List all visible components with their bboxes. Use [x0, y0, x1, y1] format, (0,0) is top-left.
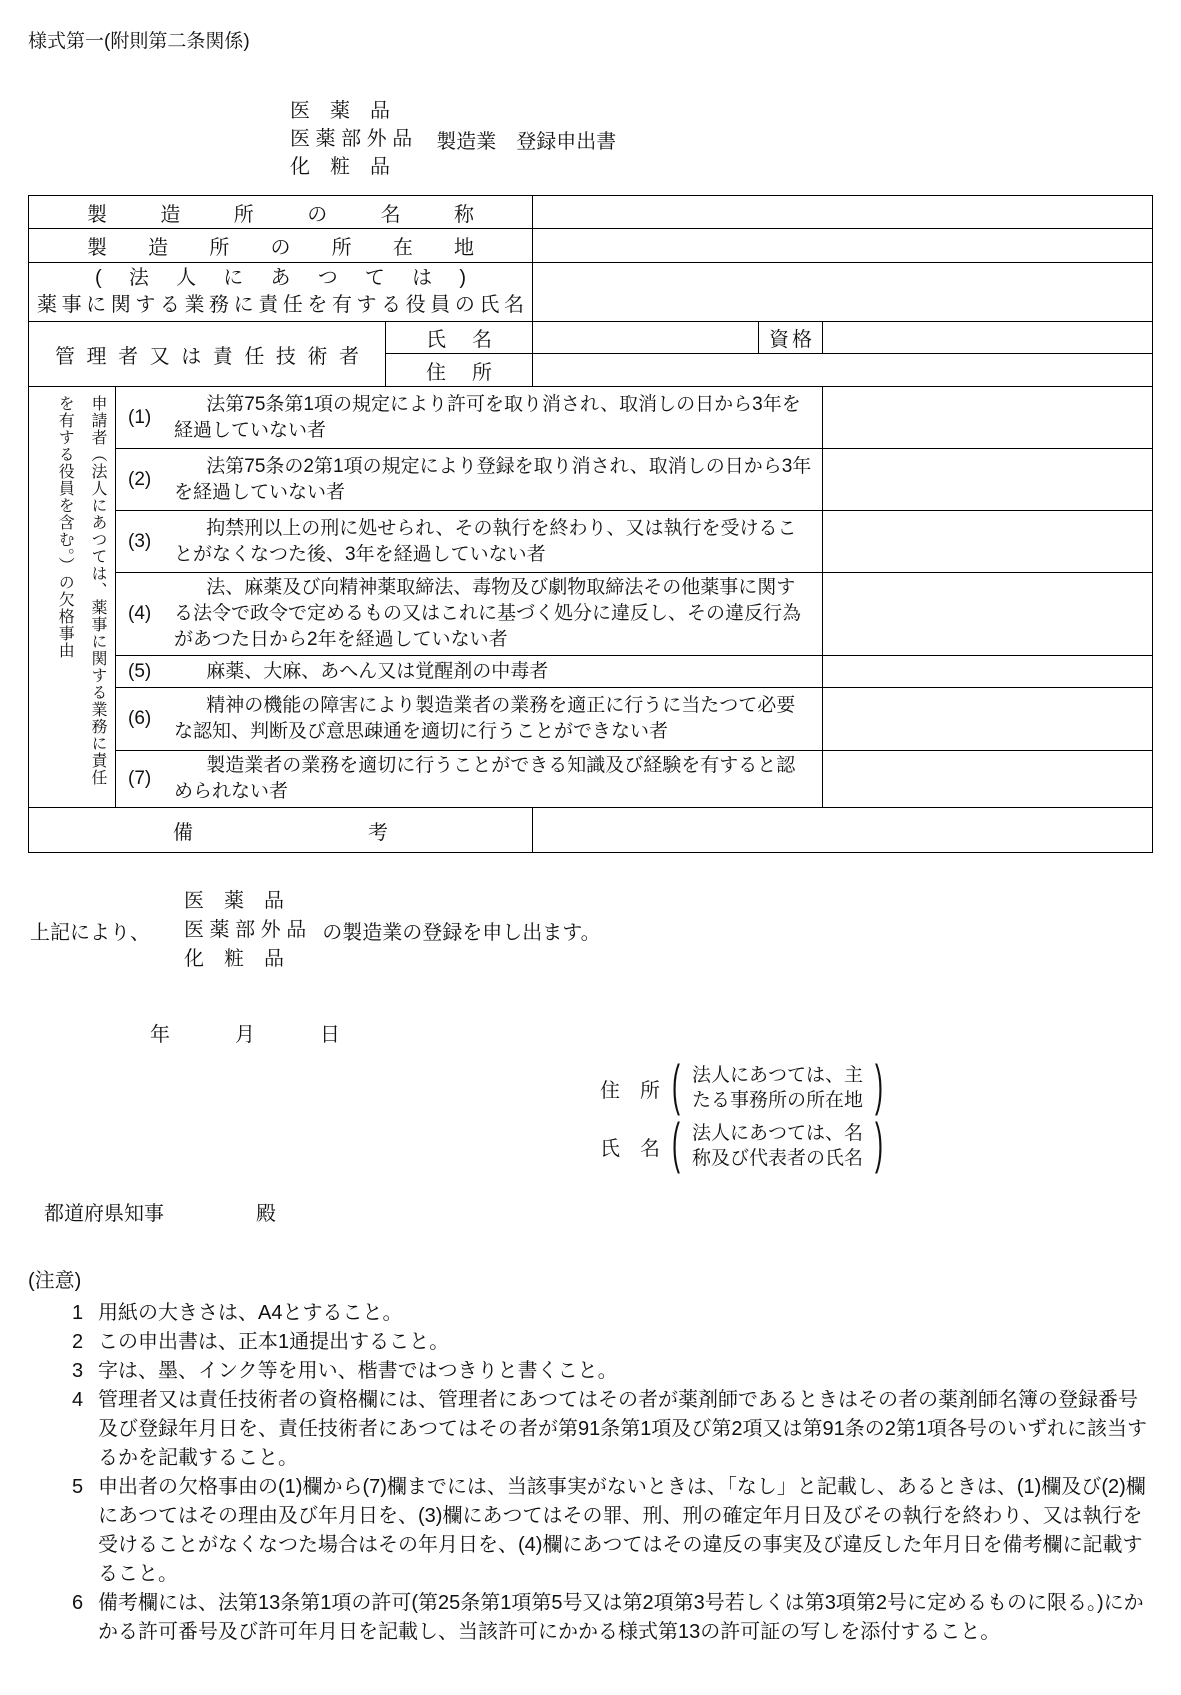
signature-name-note-line: 称及び代表者の氏名 — [692, 1148, 864, 1169]
cell-remarks-value — [533, 808, 1153, 853]
notes-heading: (注意) — [28, 1270, 82, 1292]
cell-remarks-label — [29, 808, 533, 853]
statement-product-line: 医 薬 品 — [184, 890, 284, 912]
cell-manager-address-label: 住所 — [386, 354, 533, 387]
note-number: 2 — [72, 1331, 84, 1353]
note-text: この申出書は、正本1通提出すること。 — [98, 1331, 450, 1353]
cell-disqualification-item — [116, 449, 823, 511]
disqualification-item-text: 法第75条の2第1項の規定により登録を取り消され、取消しの日から3年を経過していない者 — [174, 455, 812, 503]
application-form-table — [28, 195, 1153, 853]
notes-list — [72, 1299, 1155, 1647]
officers-label-line1: (法人にあつては) — [95, 267, 466, 289]
cell-disqualification-value — [823, 449, 1153, 511]
cell-disqualification-item — [116, 688, 823, 751]
note-item — [72, 1473, 1155, 1589]
title-suffix: 製造業 登録申出書 — [436, 130, 617, 153]
signature-address-note-line: たる事務所の所在地 — [692, 1090, 864, 1111]
statement-product-line: 医 薬 部 外 品 — [184, 919, 307, 941]
note-item — [72, 1328, 1155, 1357]
signature-address-label: 住 所 — [600, 1079, 660, 1102]
cell-site-name-value — [533, 196, 1153, 229]
table-row — [29, 656, 1153, 688]
statement-prefix: 上記により、 — [30, 922, 150, 944]
cell-site-address-label: 製造所の所在地 — [29, 229, 533, 263]
cell-officers-label — [29, 263, 533, 322]
open-paren: ( — [672, 1055, 680, 1118]
note-number: 1 — [72, 1302, 84, 1324]
close-paren: ) — [875, 1113, 884, 1176]
cell-site-address-value — [533, 229, 1153, 263]
signature-address-note-line: 法人にあつては、主 — [692, 1065, 864, 1086]
close-paren: ) — [875, 1055, 884, 1118]
disqualification-item-text: 法、麻薬及び向精神薬取締法、毒物及び劇物取締法その他薬事に関する法令で政令で定めるもの又はこれに基づく処分に違反し、その違反行為があつた日から2年を経過していない者 — [174, 577, 802, 650]
cell-manager-address-value — [533, 354, 1153, 387]
cell-site-name-label: 製造所の名称 — [29, 196, 533, 229]
disqualification-item-number: (2) — [128, 468, 152, 490]
disqualification-item-number: (4) — [128, 603, 152, 624]
table-row — [29, 688, 1153, 751]
table-row — [29, 322, 1153, 354]
statement-product-line: 化 粧 品 — [184, 948, 284, 970]
cell-manager-name-label: 氏名 — [386, 322, 533, 354]
table-row — [29, 511, 1153, 573]
disqualification-item-text: 麻薬、大麻、あへん又は覚醒剤の中毒者 — [206, 660, 549, 682]
table-row — [29, 573, 1153, 656]
cell-disqualification-header — [29, 387, 116, 808]
note-number: 4 — [72, 1389, 84, 1411]
note-item — [72, 1357, 1155, 1386]
note-text: 字は、墨、インク等を用い、楷書ではつきりと書くこと。 — [98, 1360, 618, 1382]
disqualification-item-text: 製造業者の業務を適切に行うことができる知識及び経験を有すると認められない者 — [174, 755, 796, 802]
signature-name-note — [692, 1121, 863, 1171]
cell-officers-value — [533, 263, 1153, 322]
disqualification-item-number: (1) — [128, 406, 152, 428]
recipient-honorific: 殿 — [256, 1203, 276, 1225]
table-row — [29, 387, 1153, 449]
remarks-label-text: 備考 — [173, 821, 388, 844]
note-item — [72, 1386, 1155, 1473]
title-product-line: 医 薬 部 外 品 — [290, 128, 413, 150]
cell-disqualification-item — [116, 751, 823, 808]
table-row — [29, 449, 1153, 511]
cell-manager-label: 管理者又は責任技術者 — [29, 322, 386, 387]
title-product-line: 医 薬 品 — [290, 100, 390, 122]
document-title — [290, 97, 1155, 181]
disqualification-item-number: (7) — [128, 768, 152, 789]
disqualification-item-number: (5) — [128, 660, 152, 682]
note-text: 管理者又は責任技術者の資格欄には、管理者にあつてはその者が薬剤師であるときはその者の薬剤師名簿の登録番号及び登録年月日を、責任技術者にあつてはその者が第91条第1項及び第2項又は第91条の2第1項各号のいずれに該当するかを記載すること。 — [98, 1389, 1147, 1469]
disqualification-header-text: 申請者（法人にあつては、薬事に関する業務に責任を有する役員を含む。）の欠格事由 — [56, 395, 106, 786]
officers-label-line2: 薬事に関する業務に責任を有する役員の氏名 — [37, 294, 524, 316]
cell-disqualification-value — [823, 573, 1153, 656]
disqualification-item-number: (3) — [128, 530, 152, 552]
open-paren: ( — [672, 1113, 680, 1176]
disqualification-item-number: (6) — [128, 708, 152, 729]
table-row — [29, 751, 1153, 808]
note-item — [72, 1589, 1155, 1647]
note-text: 備考欄には、法第13条第1項の許可(第25条第1項第5号又は第2項第3号若しくは第3項第2号に定めるものに限る。)にかかる許可番号及び許可年月日を記載し、当該許可にかかる様式第13の許可証の写しを添付すること。 — [98, 1592, 1144, 1643]
note-number: 5 — [72, 1476, 84, 1498]
cell-disqualification-item — [116, 387, 823, 449]
cell-disqualification-item — [116, 656, 823, 688]
cell-disqualification-value — [823, 387, 1153, 449]
disqualification-item-text: 法第75条第1項の規定により許可を取り消され、取消しの日から3年を経過していない者 — [174, 393, 801, 441]
signature-name-row — [600, 1113, 1155, 1176]
note-text: 申出者の欠格事由の(1)欄から(7)欄までには、当該事実がないときは、「なし」と記載し、あるときは、(1)欄及び(2)欄にあつてはその理由及び年月日を、(3)欄にあつてはその罪、刑、刑の確定年月日及びその執行を終わり、又は執行を受けることがなくなつた場合はその年月日を、(4)欄にあつてはその違反の事実及び違反した年月日を備考欄に記載すること。 — [98, 1476, 1146, 1585]
cell-disqualification-value — [823, 511, 1153, 573]
note-text: 用紙の大きさは、A4とすること。 — [98, 1302, 403, 1324]
application-statement — [30, 887, 1155, 974]
title-product-line: 化 粧 品 — [290, 156, 390, 178]
table-row — [29, 808, 1153, 853]
recipient-title: 都道府県知事 — [44, 1203, 164, 1225]
statement-suffix: の製造業の登録を申し出ます。 — [322, 922, 601, 944]
table-row — [29, 229, 1153, 263]
recipient-line — [44, 1197, 1155, 1226]
signature-address-note — [692, 1063, 863, 1113]
title-product-list — [290, 97, 412, 181]
cell-disqualification-item — [116, 511, 823, 573]
signature-name-label: 氏 名 — [600, 1137, 660, 1160]
cell-qualification-label: 資格 — [759, 322, 823, 354]
note-number: 3 — [72, 1360, 84, 1382]
cell-disqualification-value — [823, 656, 1153, 688]
disqualification-item-text: 拘禁刑以上の刑に処せられ、その執行を終わり、又は執行を受けることがなくなつた後、3年を経過していない者 — [174, 517, 797, 565]
note-number: 6 — [72, 1592, 84, 1614]
statement-product-list — [184, 887, 306, 974]
cell-disqualification-item — [116, 573, 823, 656]
date-line: 年月日 — [150, 1024, 340, 1046]
signature-address-row — [600, 1055, 1155, 1118]
disqualification-item-text: 精神の機能の障害により製造業者の業務を適正に行うに当たつて必要な認知、判断及び意思疎通を適切に行うことができない者 — [174, 695, 796, 742]
form-number-label: 様式第一(附則第二条関係) — [28, 31, 250, 52]
cell-qualification-value — [823, 322, 1153, 354]
signature-block — [600, 1055, 1155, 1176]
cell-manager-name-value — [533, 322, 759, 354]
signature-name-note-line: 法人にあつては、名 — [692, 1123, 864, 1144]
cell-disqualification-value — [823, 751, 1153, 808]
cell-disqualification-value — [823, 688, 1153, 751]
table-row — [29, 263, 1153, 322]
table-row — [29, 196, 1153, 229]
note-item — [72, 1299, 1155, 1328]
